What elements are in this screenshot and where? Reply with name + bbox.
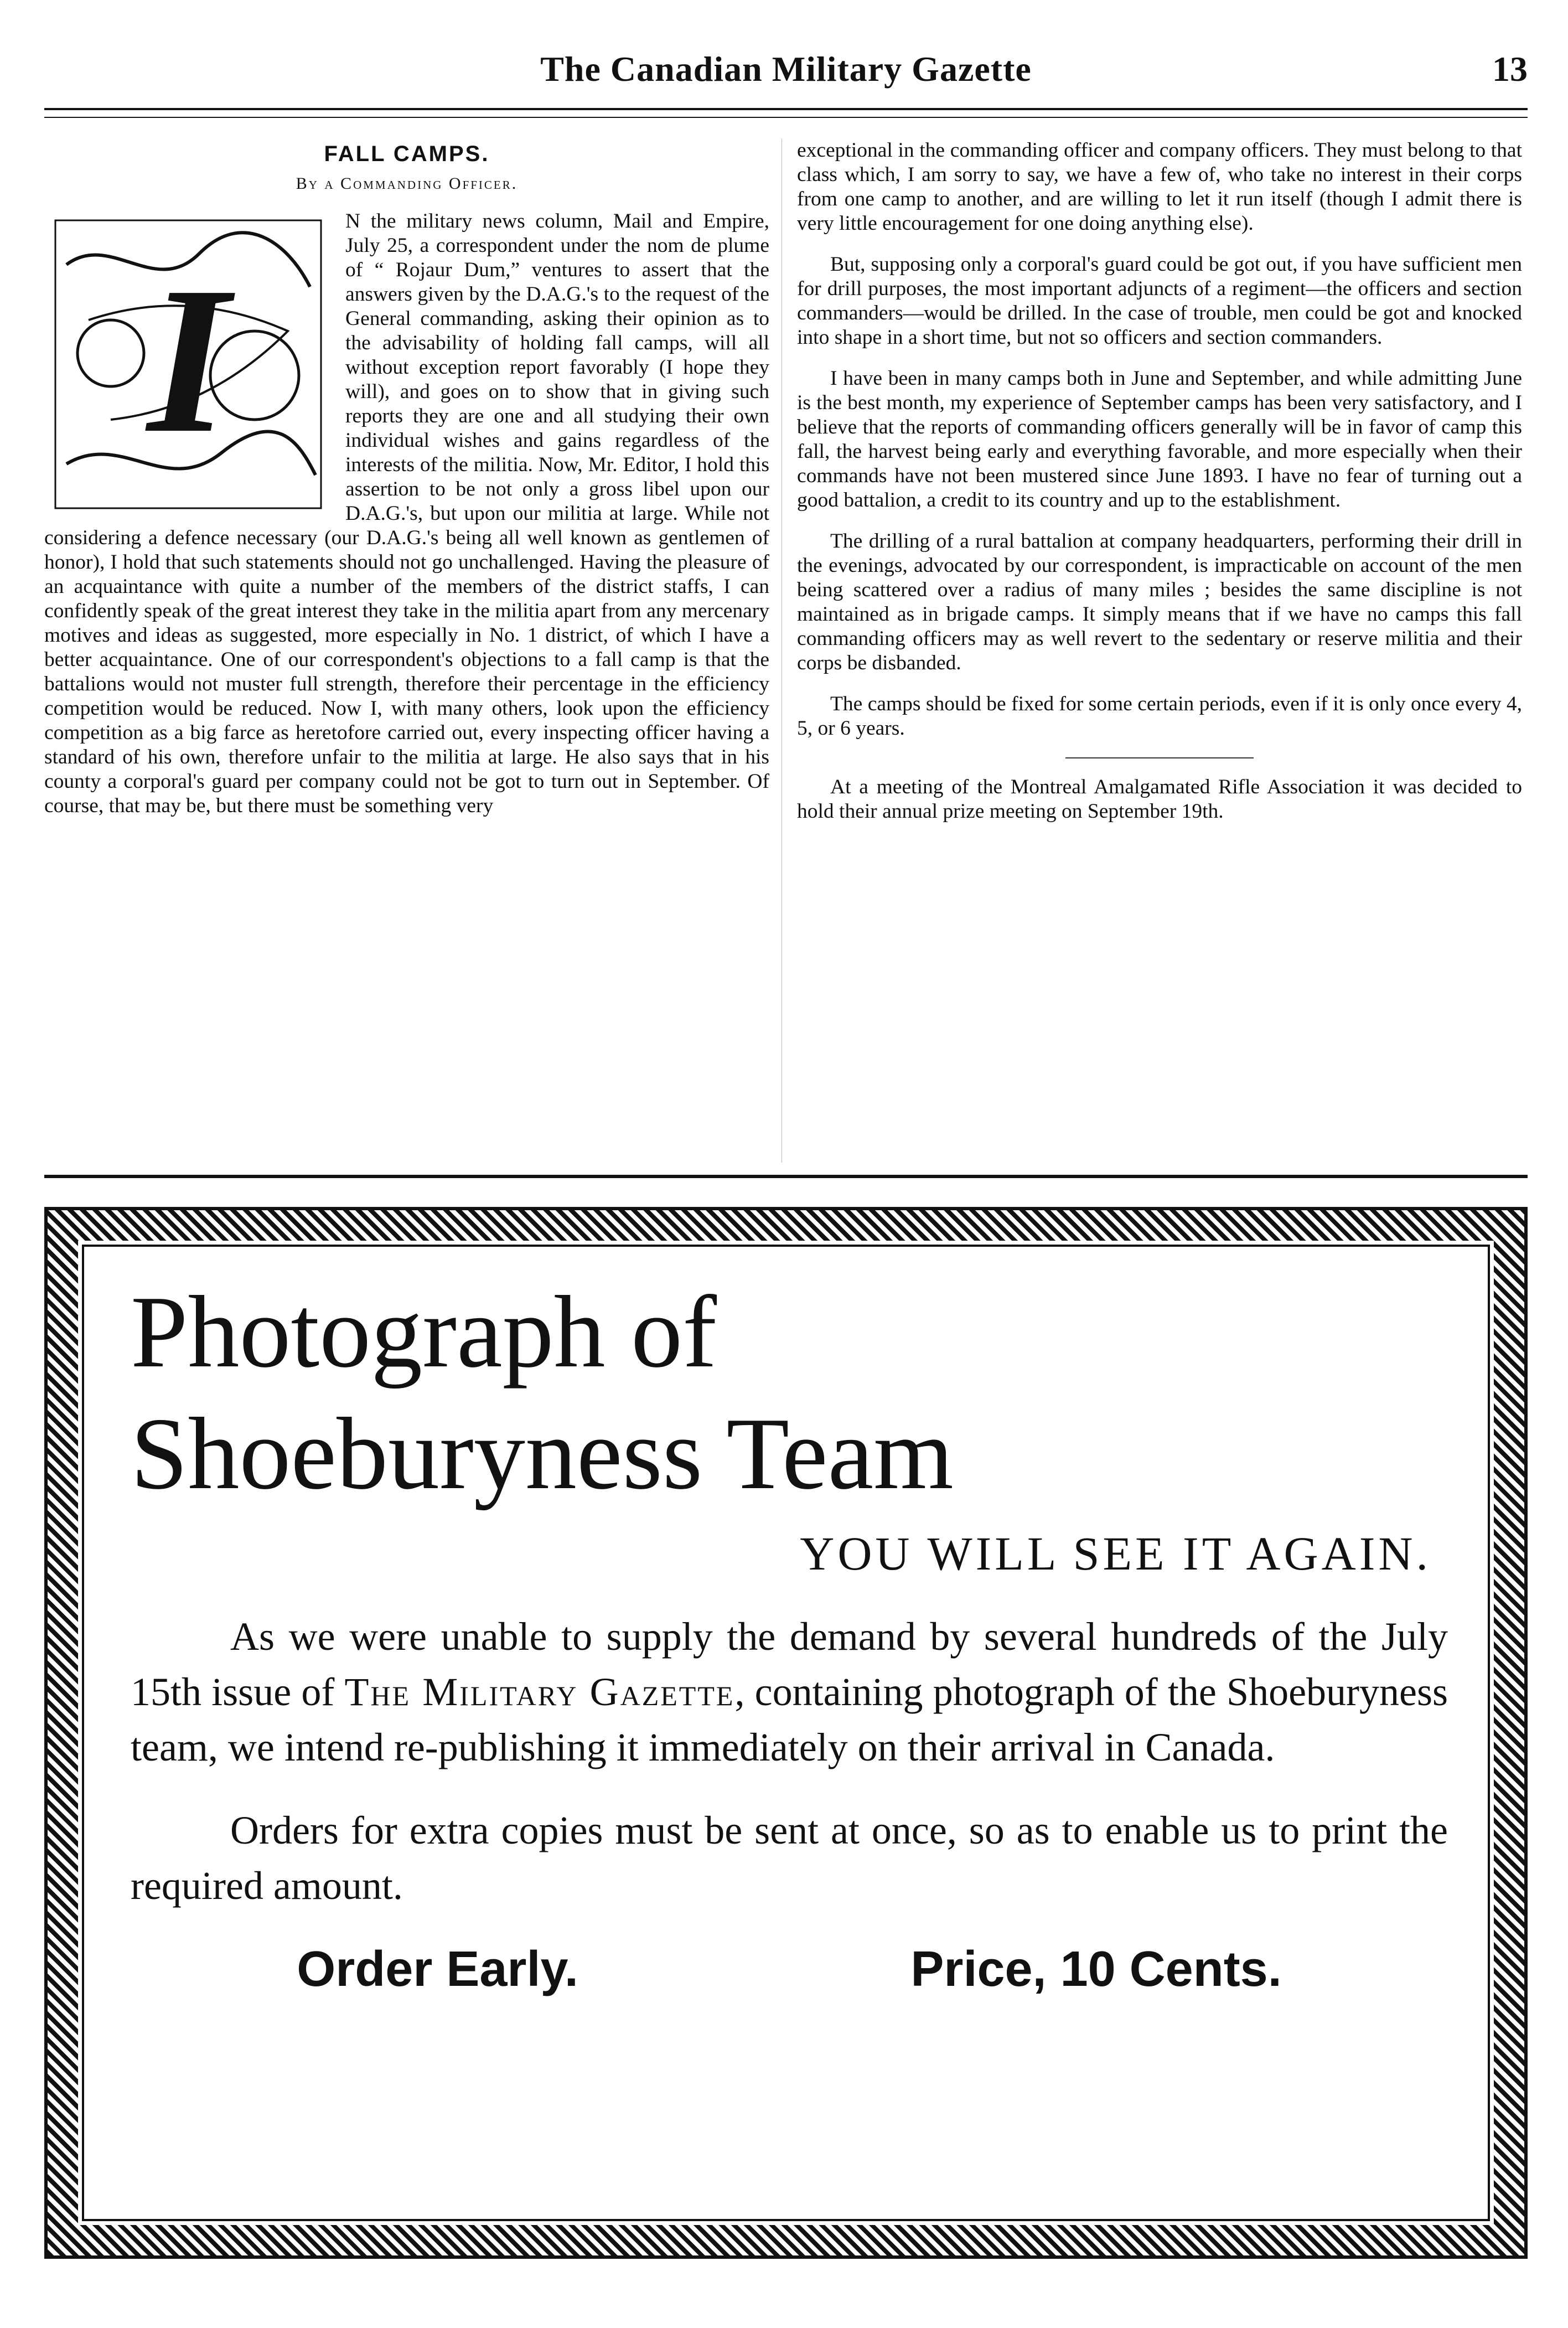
article-right-column — [797, 138, 1522, 840]
section-divider — [1065, 757, 1254, 758]
article-paragraph: I have been in many camps both in June and September, and while admitting June is the best month, my experience of September camps has been very satisfactory, and I believe that the reports of commanding officers generally will be in favor of camp this fall, the harvest being early and everything favorable, and more especially when their commands have not been mustered since June 1893. I have no fear of turning out a good battalion, a credit to its country and up to the establishment. — [797, 367, 1522, 512]
publication-title: The Canadian Military Gazette — [540, 49, 1032, 89]
article-left-column — [44, 138, 769, 835]
ad-headline-line2: Shoeburyness Team — [131, 1397, 954, 1511]
shoeburyness-advertisement — [44, 1207, 1528, 2259]
ad-headline-line1: Photograph of — [131, 1275, 717, 1389]
ad-subheadline: YOU WILL SEE IT AGAIN. — [800, 1527, 1431, 1580]
article-paragraph: But, supposing only a corporal's guard could be got out, if you have sufficient men for drill purposes, the most important adjuncts of a regiment—the officers and section commanders—would be drilled. In the case of trouble, men could be got and knocked into shape in a short time, but not so officers and section commanders. — [797, 253, 1522, 349]
publication-name: The Military Gazette — [344, 1670, 735, 1714]
ad-headline — [131, 1271, 1448, 1515]
article-title: FALL CAMPS. — [324, 142, 490, 166]
ad-paragraph: Orders for extra copies must be sent at once, so as to enable us to print the required amount. — [131, 1808, 1448, 1908]
article-paragraph: exceptional in the commanding officer and company officers. They must belong to that class which, I am sorry to say, we have a few of, who take no interest in their corps from one camp to another, and are willing to let it run itself (though I admit there is very little encouragement for one doing anything else). — [797, 139, 1522, 235]
order-early-label: Order Early. — [297, 1942, 578, 1997]
advertisement-top-rule — [44, 1175, 1528, 1178]
rifle-association-notice: At a meeting of the Montreal Amalgamated Rifle Association it was decided to hold their annual prize meeting on September 19th. — [797, 776, 1522, 823]
article-paragraph: The drilling of a rural battalion at company headquarters, performing their drill in the evenings, advocated by our correspondent, is impracticable on account of the men being scattered over a radius of many miles ; besides the same discipline is not maintained as in brigade camps. It simply means that if we have no camps this fall commanding officers may as well revert to the sedentary or reserve militia and their corps be disbanded. — [797, 530, 1522, 674]
article-paragraph: The camps should be fixed for some certain periods, even if it is only once every 4, 5, or 6 years. — [797, 693, 1522, 740]
ad-paragraph: As we were unable to supply the demand by several hundreds of the July 15th issue of The Military Gazette, containing photograph of the Shoeburyness team, we intend re-publishing it immediately on their arrival in Canada. — [131, 1614, 1448, 1769]
article-byline: By a Commanding Officer. — [296, 174, 518, 193]
article-paragraph: N the military news column, Mail and Empire, July 25, a correspondent under the nom de plume of “ Rojaur Dum,” ventures to assert that the answers given by the D.A.G.'s to the request of the General commanding, asking their opinion as to the advisability of holding fall camps, will all without exception report favorably (I hope they will), and goes on to show that in giving such reports they are one and all studying their own individual wishes and gains regardless of the interests of the militia. Now, Mr. Editor, I hold this assertion to be not only a gross libel upon our D.A.G.'s, but upon our militia at large. While not considering a defence necessary (our D.A.G.'s being all well known as gentlemen of honor), I hold that such statements should not go unchallenged. Having the pleasure of an acquaintance with quite a number of the members of the district staffs, I can confidently speak of the great interest they take in the militia apart from any mercenary motives and ideas as suggested, more especially in No. 1 district, of which I have a better acquaintance. One of our correspondent's objections to a fall camp is that the battalions would not muster full strength, therefore their percentage in the efficiency competition would be reduced. Now I, with many others, look upon the efficiency competition as a big farce as heretofore carried out, every inspecting officer having a standard of his own, therefore unfair to the militia at large. He also says that in his county a corporal's guard per company could not be got to turn out in September. Of course, that may be, but there must be something very — [44, 210, 769, 817]
svg-text:I: I — [147, 244, 229, 477]
price-label: Price, 10 Cents. — [910, 1942, 1282, 1997]
header-rule — [44, 108, 1528, 118]
page-number: 13 — [1492, 49, 1528, 89]
page-header — [44, 44, 1528, 105]
ornamental-dropcap-icon — [44, 209, 332, 519]
ad-call-to-action — [131, 1941, 1448, 1998]
